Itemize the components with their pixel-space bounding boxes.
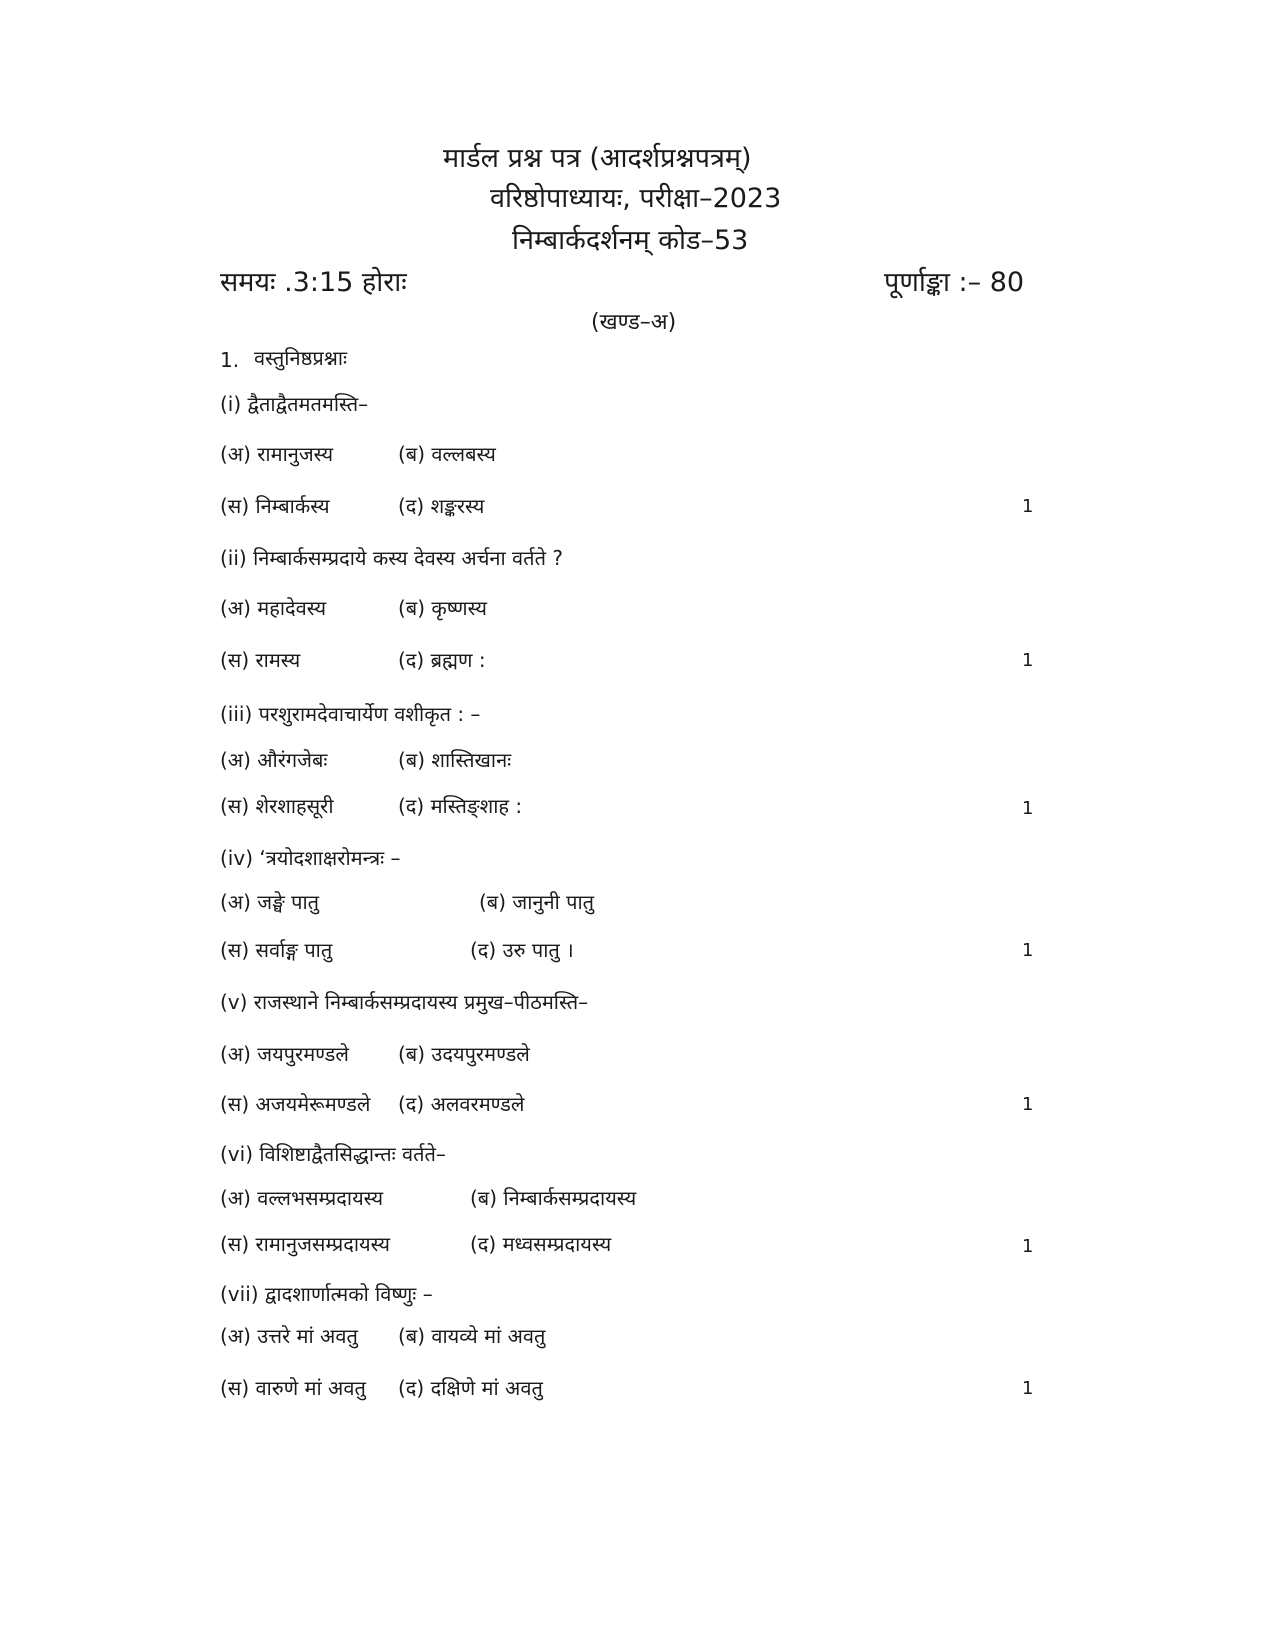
question-stem: (v) राजस्थाने निम्बार्कसम्प्रदायस्य प्रमुख–पीठमस्ति– xyxy=(220,990,589,1014)
question-number: 1. xyxy=(220,348,240,372)
section-heading: (खण्ड–अ) xyxy=(591,310,677,335)
option-a: (अ) जयपुरमण्डले xyxy=(220,1042,349,1066)
option-a: (अ) महादेवस्य xyxy=(220,596,327,620)
option-b: (ब) जानुनी पातु xyxy=(479,890,595,914)
marks-value: 1 xyxy=(1022,798,1034,819)
marks-value: 1 xyxy=(1022,1378,1034,1399)
option-c: (स) अजयमेरूमण्डले xyxy=(220,1092,371,1116)
option-b: (ब) वायव्ये मां अवतु xyxy=(398,1324,546,1348)
question-stem: (iii) परशुरामदेवाचार्येण वशीकृत : – xyxy=(220,702,481,726)
marks-value: 1 xyxy=(1022,496,1034,517)
option-d: (द) दक्षिणे मां अवतु xyxy=(398,1376,543,1400)
option-c: (स) सर्वाङ्ग पातु xyxy=(220,938,333,962)
option-c: (स) निम्बार्कस्य xyxy=(220,494,330,518)
option-a: (अ) वल्लभसम्प्रदायस्य xyxy=(220,1186,384,1210)
option-d: (द) ब्रह्मण : xyxy=(398,648,486,672)
subject-code: निम्बार्कदर्शनम् कोड–53 xyxy=(512,225,749,256)
option-a: (अ) रामानुजस्य xyxy=(220,442,334,466)
option-a: (अ) उत्तरे मां अवतु xyxy=(220,1324,358,1348)
option-a: (अ) औरंगजेबः xyxy=(220,748,328,772)
question-label: वस्तुनिष्ठप्रश्नाः xyxy=(254,346,348,370)
marks-value: 1 xyxy=(1022,940,1034,961)
option-d: (द) शङ्करस्य xyxy=(398,494,485,518)
option-c: (स) रामस्य xyxy=(220,648,301,672)
question-stem: (vi) विशिष्टाद्वैतसिद्धान्तः वर्तते– xyxy=(220,1142,446,1166)
question-stem: (vii) द्वादशार्णात्मको विष्णुः – xyxy=(220,1282,433,1306)
question-stem: (iv) ‘त्रयोदशाक्षरोमन्त्रः – xyxy=(220,846,401,870)
marks-value: 1 xyxy=(1022,1094,1034,1115)
option-b: (ब) उदयपुरमण्डले xyxy=(398,1042,530,1066)
option-a: (अ) जङ्घे पातु xyxy=(220,890,320,914)
question-stem: (i) द्वैताद्वैतमतमस्ति– xyxy=(220,392,369,416)
paper-title: मार्डल प्रश्न पत्र (आदर्शप्रश्नपत्रम्) xyxy=(443,143,752,174)
option-c: (स) शेरशाहसूरी xyxy=(220,794,334,818)
option-b: (ब) शास्तिखानः xyxy=(398,748,512,772)
option-c: (स) वारुणे मां अवतु xyxy=(220,1376,366,1400)
marks-value: 1 xyxy=(1022,1236,1034,1257)
full-marks: पूर्णाङ्का :– 80 xyxy=(884,267,1025,298)
exam-name: वरिष्ठोपाध्यायः, परीक्षा–2023 xyxy=(490,183,782,214)
option-c: (स) रामानुजसम्प्रदायस्य xyxy=(220,1232,390,1256)
question-stem: (ii) निम्बार्कसम्प्रदाये कस्य देवस्य अर्चना वर्तते ? xyxy=(220,546,563,570)
option-d: (द) अलवरमण्डले xyxy=(398,1092,525,1116)
time-allowed: समयः .3:15 होराः xyxy=(220,267,407,298)
marks-value: 1 xyxy=(1022,650,1034,671)
option-d: (द) मस्तिङ्शाह : xyxy=(398,794,523,818)
option-b: (ब) निम्बार्कसम्प्रदायस्य xyxy=(470,1186,637,1210)
option-b: (ब) कृष्णस्य xyxy=(398,596,488,620)
option-b: (ब) वल्लबस्य xyxy=(398,442,496,466)
option-d: (द) मध्वसम्प्रदायस्य xyxy=(470,1232,612,1256)
option-d: (द) उरु पातु । xyxy=(470,938,574,962)
